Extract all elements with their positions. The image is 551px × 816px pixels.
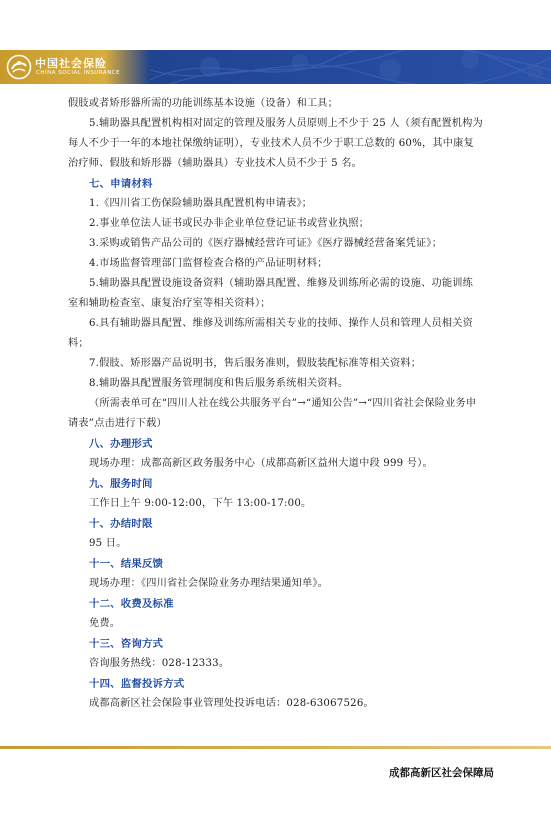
paragraph: 2.事业单位法人证书或民办非企业单位登记证书或营业执照； <box>89 218 370 229</box>
paragraph: 工作日上午 9:00-12:00，下午 13:00-17:00。 <box>89 498 312 509</box>
paragraph: 5.辅助器具配置机构相对固定的管理及服务人员原则上不少于 25 人（须有配置机构为每人不少于一年的本地社保缴纳证明），专业技术人员不少于职工总数的 60%，其中康复治疗师、假肢和矫形器（辅助器具）专业技术人员不少于 5 名。 <box>68 118 483 169</box>
section-heading: 十、办结时限 <box>89 518 153 530</box>
logo-chinese-text: 中国社会保险 <box>35 57 107 70</box>
section-heading: 十二、收费及标准 <box>89 598 174 610</box>
paragraph: 假肢或者矫形器所需的功能训练基本设施（设备）和工具； <box>68 98 339 109</box>
footer-divider <box>0 746 551 749</box>
paragraph: 8.辅助器具配置服务管理制度和售后服务系统相关资料。 <box>89 378 349 389</box>
paragraph: （所需表单可在“四川人社在线公共服务平台”→“通知公告”→“四川省社会保险业务申请表”点击进行下载） <box>68 398 477 429</box>
section-heading: 八、办理形式 <box>89 438 153 450</box>
banner-pattern <box>150 50 551 84</box>
section-heading: 七、申请材料 <box>89 178 153 190</box>
paragraph: 成都高新区社会保险事业管理处投诉电话：028-63067526。 <box>89 698 374 709</box>
paragraph: 4.市场监督管理部门监督检查合格的产品证明材料； <box>89 258 328 269</box>
paragraph: 7.假肢、矫形器产品说明书，售后服务准则，假肢装配标准等相关资料； <box>89 358 422 369</box>
footer-organization: 成都高新区社会保障局 <box>389 767 494 779</box>
section-heading: 十三、咨询方式 <box>89 638 164 650</box>
paragraph: 免费。 <box>89 618 121 629</box>
logo-block <box>0 50 150 84</box>
paragraph: 现场办理：成都高新区政务服务中心（成都高新区益州大道中段 999 号）。 <box>89 458 433 469</box>
paragraph: 5.辅助器具配置设施设备资料（辅助器具配置、维修及训练所必需的设施、功能训练室和辅助检查室、康复治疗室等相关资料）； <box>68 278 474 309</box>
paragraph: 95 日。 <box>89 538 127 549</box>
logo-english-text: CHINA SOCIAL INSURANCE <box>36 70 121 76</box>
page-header <box>0 0 551 88</box>
social-insurance-emblem-icon <box>6 54 32 80</box>
paragraph: 现场办理：《四川省社会保险业务办理结果通知单》。 <box>89 578 329 589</box>
paragraph: 咨询服务热线：028-12333。 <box>89 658 230 669</box>
section-heading: 十四、监督投诉方式 <box>89 678 185 690</box>
section-heading: 九、服务时间 <box>89 478 153 490</box>
paragraph: 1.《四川省工伤保险辅助器具配置机构申请表》； <box>89 198 313 209</box>
paragraph: 3.采购或销售产品公司的《医疗器械经营许可证》《医疗器械经营备案凭证》； <box>89 238 443 249</box>
document-body <box>68 94 483 714</box>
section-heading: 十一、结果反馈 <box>89 558 164 570</box>
paragraph: 6.具有辅助器具配置、维修及训练所需相关专业的技师、操作人员和管理人员相关资料； <box>68 318 474 349</box>
header-banner <box>0 50 551 84</box>
